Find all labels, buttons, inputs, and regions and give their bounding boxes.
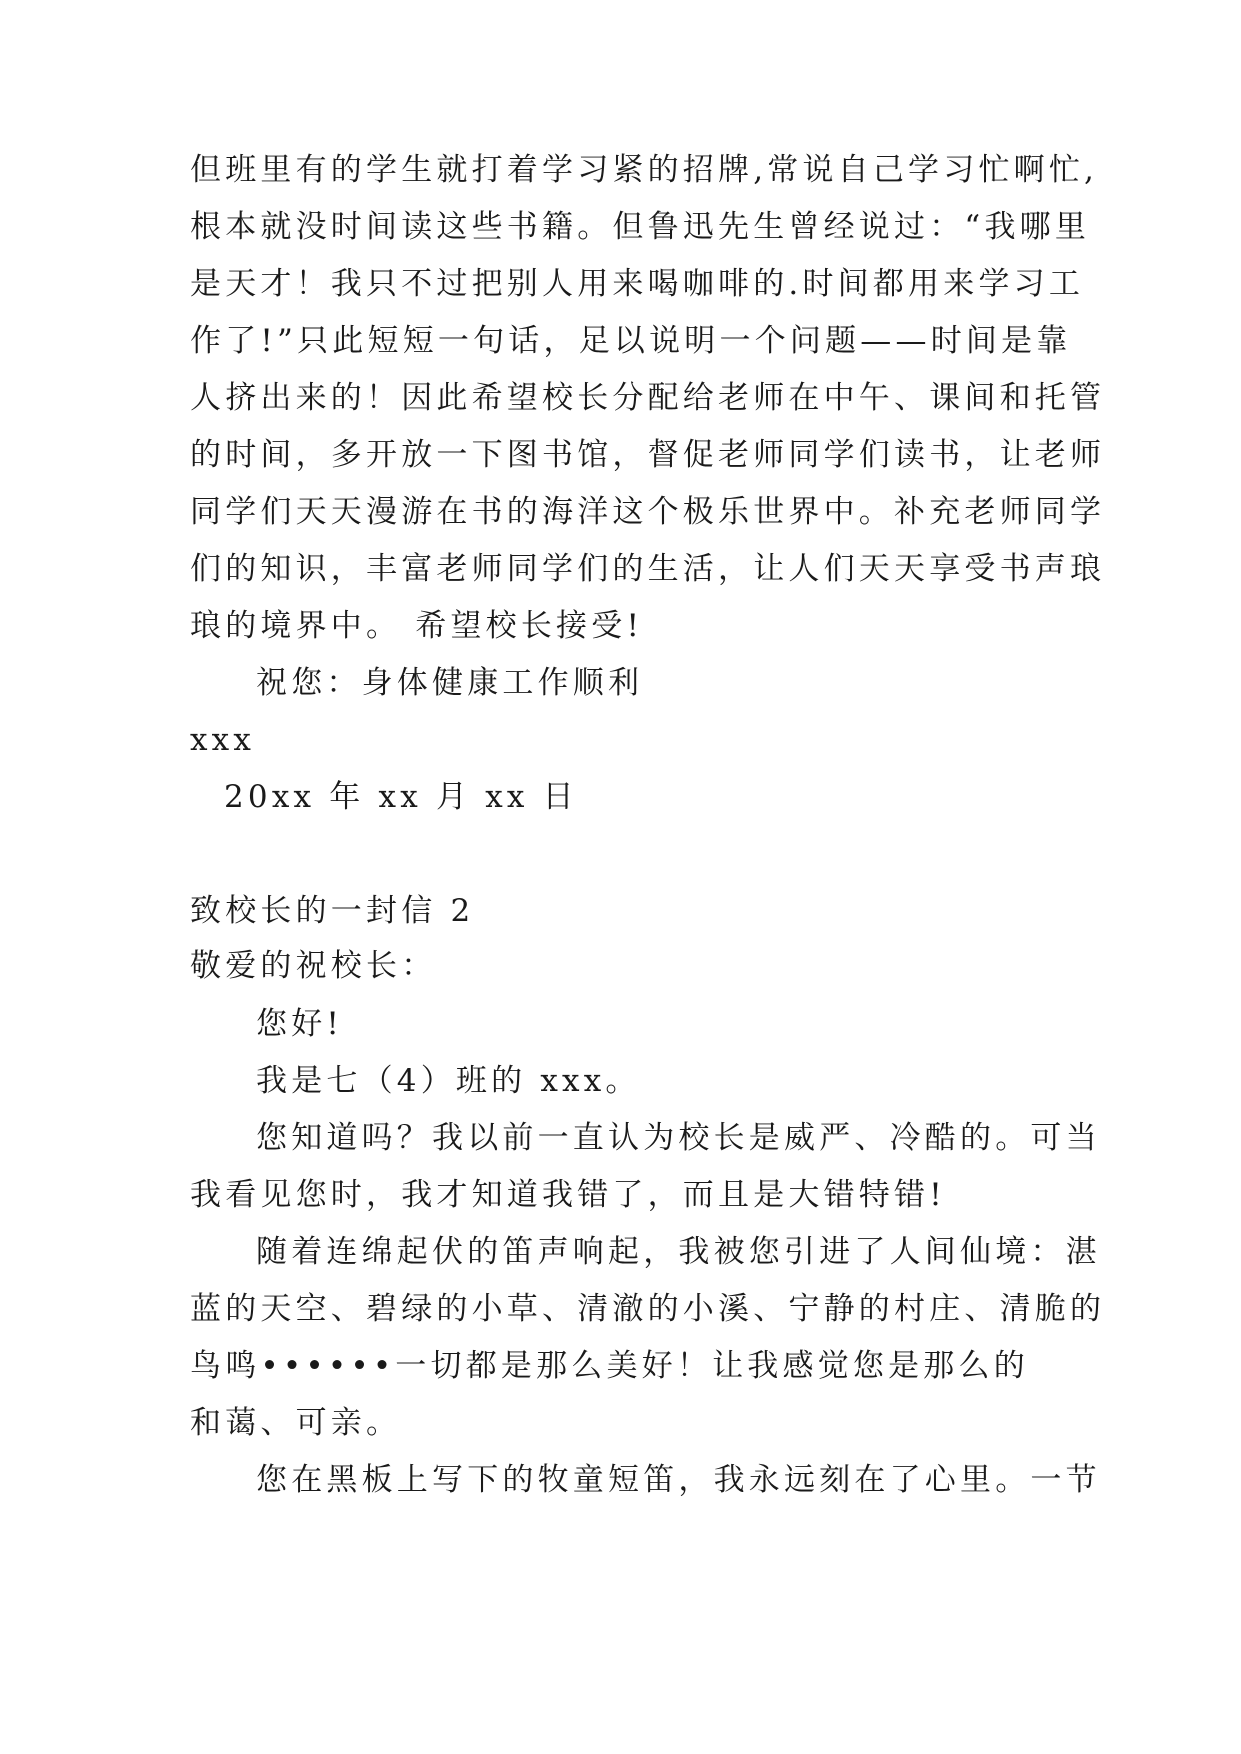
paragraph-line: 但班里有的学生就打着学习紧的招牌,常说自己学习忙啊忙,: [190, 152, 1099, 188]
paragraph-line: 同学们天天漫游在书的海洋这个极乐世界中。补充老师同学: [190, 494, 1106, 530]
paragraph-line: 人挤出来的！因此希望校长分配给老师在中午、课间和托管: [190, 380, 1106, 416]
letter-title: 致校长的一封信 2: [190, 893, 475, 929]
signature: xxx: [190, 722, 256, 758]
paragraph-line: 们的知识，丰富老师同学们的生活，让人们天天享受书声琅: [190, 551, 1106, 587]
paragraph-line: 我看见您时，我才知道我错了，而且是大错特错!: [190, 1177, 946, 1213]
letter-date: 20xx 年 xx 月 xx 日: [224, 779, 578, 815]
paragraph-line: 作了!”只此短短一句话，足以说明一个问题——时间是靠: [190, 323, 1072, 359]
paragraph-line: 和蔼、可亲。: [190, 1405, 402, 1441]
paragraph-line: 鸟鸣••••••一切都是那么美好！让我感觉您是那么的: [190, 1348, 1029, 1384]
paragraph-line: 琅的境界中。 希望校长接受!: [190, 608, 644, 644]
paragraph-line: 根本就没时间读这些书籍。但鲁迅先生曾经说过：“我哪里: [190, 209, 1091, 245]
paragraph-line: 随着连绵起伏的笛声响起，我被您引进了人间仙境：湛: [256, 1234, 1101, 1270]
paragraph-line: 您在黑板上写下的牧童短笛，我永远刻在了心里。一节: [256, 1462, 1101, 1498]
paragraph-line: 您知道吗？我以前一直认为校长是威严、冷酷的。可当: [256, 1120, 1101, 1156]
closing-wish: 祝您：身体健康工作顺利: [256, 665, 644, 701]
paragraph-line: 蓝的天空、碧绿的小草、清澈的小溪、宁静的村庄、清脆的: [190, 1291, 1106, 1327]
salutation: 敬爱的祝校长：: [190, 948, 437, 984]
intro-line: 我是七（4）班的 xxx。: [256, 1063, 641, 1099]
paragraph-line: 的时间，多开放一下图书馆，督促老师同学们读书，让老师: [190, 437, 1106, 473]
greeting: 您好!: [256, 1006, 344, 1042]
paragraph-line: 是天才！我只不过把别人用来喝咖啡的.时间都用来学习工: [190, 266, 1085, 302]
